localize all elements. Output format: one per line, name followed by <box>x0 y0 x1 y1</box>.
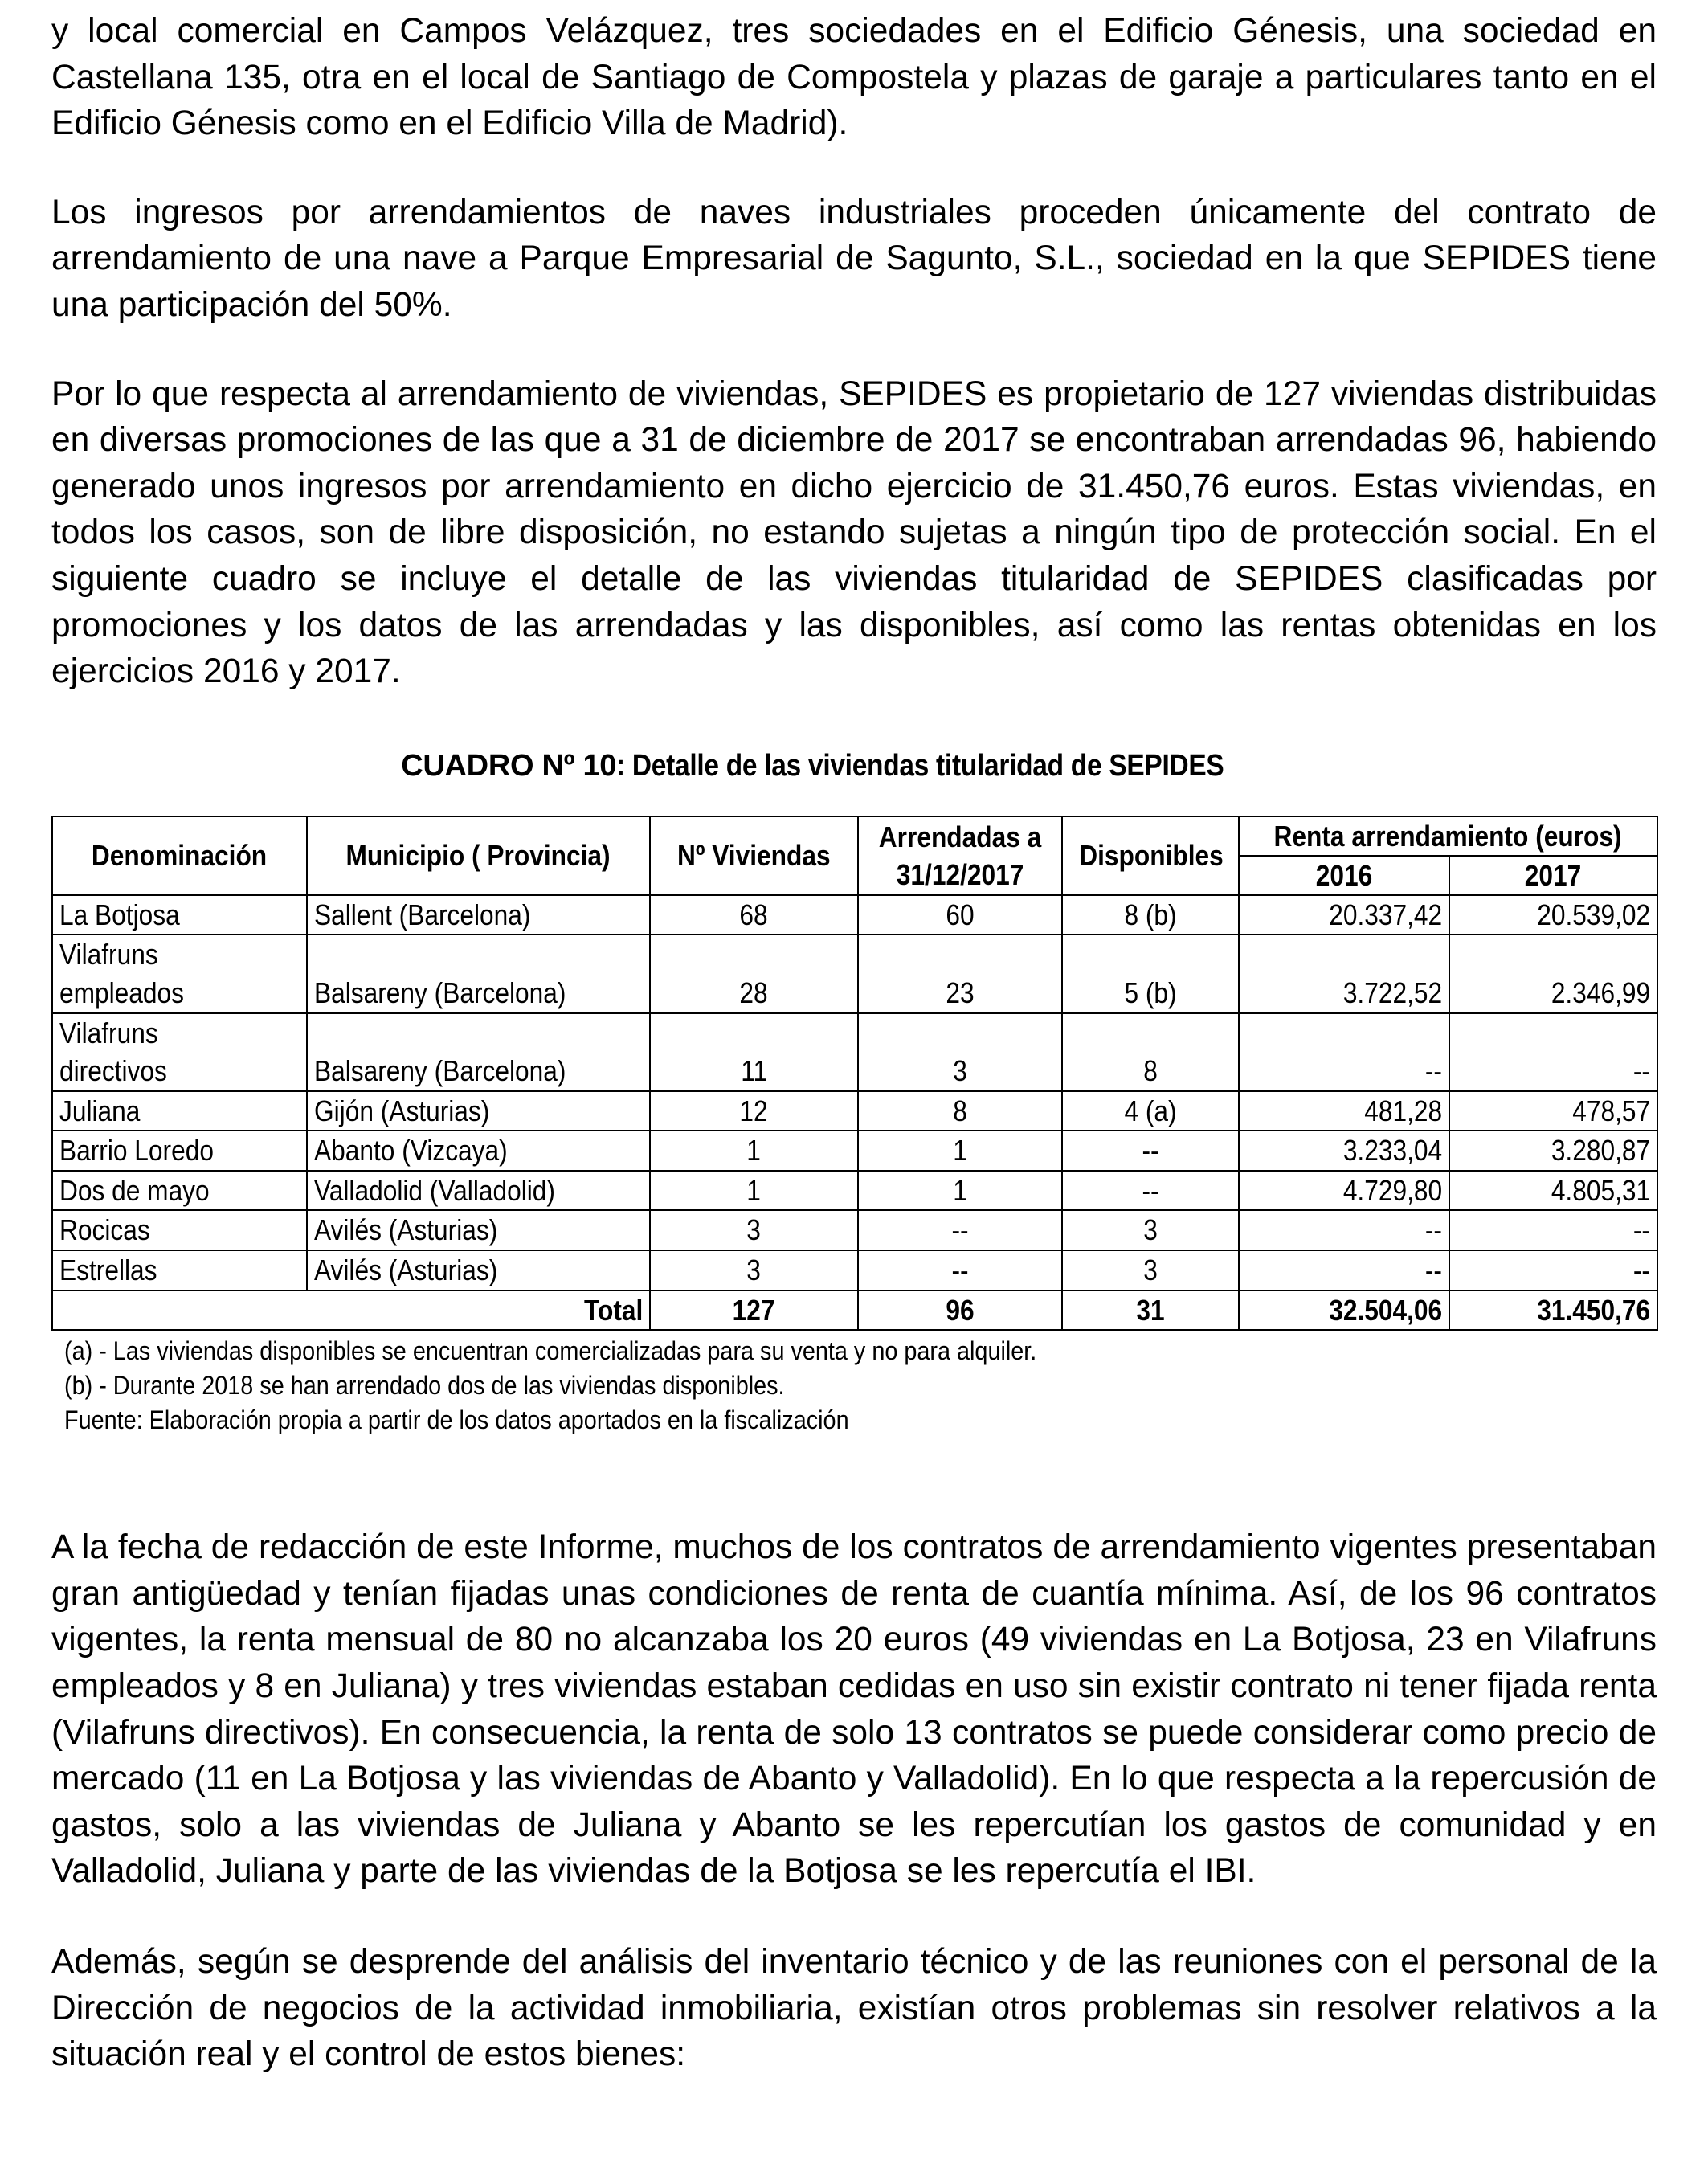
total-renta-2017: 31.450,76 <box>1449 1290 1657 1331</box>
cell-renta-2017: 20.539,02 <box>1449 895 1657 935</box>
cell-disponibles: 8 (b) <box>1062 895 1239 935</box>
cell-denominacion: La Botjosa <box>52 895 307 935</box>
paragraph-viviendas: Por lo que respecta al arrendamiento de viviendas, SEPIDES es propietario de 127 viviendas distribuidas en diversas promociones de las que a 31 de diciembre de 2017 se encontraban arrendadas 96, habiendo generado unos ingresos por arrendamiento en dicho ejercicio de 31.450,76 euros. Estas viviendas, en todos los casos, son de libre disposición, no estando sujetas a ningún tipo de protección social. En el siguiente cuadro se incluye el detalle de las viviendas titularidad de SEPIDES clasificadas por promociones y los datos de las arrendadas y las disponibles, así como las rentas obtenidas en los ejercicios 2016 y 2017. <box>51 374 1657 691</box>
cell-arrendadas: -- <box>858 1250 1062 1290</box>
cell-renta-2016: -- <box>1239 1210 1449 1250</box>
cell-viviendas: 3 <box>650 1210 858 1250</box>
cell-renta-2017: 478,57 <box>1449 1091 1657 1131</box>
cell-arrendadas: 23 <box>858 935 1062 1012</box>
cell-arrendadas: 1 <box>858 1171 1062 1211</box>
table-row <box>52 1250 1657 1290</box>
cell-municipio: Valladolid (Valladolid) <box>307 1171 650 1211</box>
header-2016: 2016 <box>1239 856 1449 895</box>
header-viviendas: Nº Viviendas <box>650 816 858 895</box>
cell-disponibles: 4 (a) <box>1062 1091 1239 1131</box>
cell-disponibles: 5 (b) <box>1062 935 1239 1012</box>
table-row <box>52 1091 1657 1131</box>
cell-renta-2017: 4.805,31 <box>1449 1171 1657 1211</box>
table-row <box>52 1013 1657 1091</box>
cell-renta-2016: -- <box>1239 1013 1449 1091</box>
cell-municipio: Abanto (Vizcaya) <box>307 1131 650 1171</box>
cell-municipio: Gijón (Asturias) <box>307 1091 650 1131</box>
note-fuente: Fuente: Elaboración propia a partir de los datos aportados en la fiscalización <box>64 1405 849 1435</box>
cell-denominacion: Rocicas <box>52 1210 307 1250</box>
header-denominacion: Denominación <box>52 816 307 895</box>
paragraph-naves: Los ingresos por arrendamientos de naves industriales proceden únicamente del contrato de arrendamiento de una nave a Parque Empresarial de Sagunto, S.L., sociedad en la que SEPIDES tiene una participación del 50%. <box>51 193 1657 324</box>
cell-viviendas: 3 <box>650 1250 858 1290</box>
cell-renta-2016: 3.233,04 <box>1239 1131 1449 1171</box>
header-renta: Renta arrendamiento (euros) <box>1239 816 1657 856</box>
cell-denominacion: Dos de mayo <box>52 1171 307 1211</box>
cell-renta-2017: -- <box>1449 1250 1657 1290</box>
table-row <box>52 895 1657 935</box>
cell-municipio: Balsareny (Barcelona) <box>307 1013 650 1091</box>
table-row <box>52 935 1657 1012</box>
cell-viviendas: 12 <box>650 1091 858 1131</box>
table-row <box>52 1171 1657 1211</box>
cell-denominacion: Estrellas <box>52 1250 307 1290</box>
cell-renta-2016: 4.729,80 <box>1239 1171 1449 1211</box>
cell-disponibles: -- <box>1062 1131 1239 1171</box>
cell-disponibles: 3 <box>1062 1250 1239 1290</box>
cell-renta-2016: 481,28 <box>1239 1091 1449 1131</box>
note-b: (b) - Durante 2018 se han arrendado dos de las viviendas disponibles. <box>64 1371 785 1401</box>
cell-renta-2017: -- <box>1449 1013 1657 1091</box>
cell-denominacion: Vilafruns directivos <box>52 1013 307 1091</box>
table-body <box>52 895 1657 1290</box>
table-row <box>52 1210 1657 1250</box>
cell-viviendas: 11 <box>650 1013 858 1091</box>
cell-disponibles: 8 <box>1062 1013 1239 1091</box>
cell-renta-2016: -- <box>1239 1250 1449 1290</box>
total-label: Total <box>52 1290 650 1331</box>
note-a: (a) - Las viviendas disponibles se encuentran comercializadas para su venta y no para alquiler. <box>64 1336 1037 1366</box>
caption-number: CUADRO Nº 10 <box>401 748 617 783</box>
paragraph-contratos: A la fecha de redacción de este Informe, muchos de los contratos de arrendamiento vigentes presentaban gran antigüedad y tenían fijadas unas condiciones de renta de cuantía mínima. Así, de los 96 contratos vigentes, la renta mensual de 80 no alcanzaba los 20 euros (49 viviendas en La Botjosa, 23 en Vilafruns empleados y 8 en Juliana) y tres viviendas estaban cedidas en uso sin existir contrato ni tener fijada renta (Vilafruns directivos). En consecuencia, la renta de solo 13 contratos se puede considerar como precio de mercado (11 en La Botjosa y las viviendas de Abanto y Valladolid). En lo que respecta a la repercusión de gastos, solo a las viviendas de Juliana y Abanto se les repercutían los gastos de comunidad y en Valladolid, Juliana y parte de las viviendas de la Botjosa se les repercutía el IBI. <box>51 1528 1657 1891</box>
cell-municipio: Avilés (Asturias) <box>307 1250 650 1290</box>
cell-municipio: Balsareny (Barcelona) <box>307 935 650 1012</box>
cell-arrendadas: -- <box>858 1210 1062 1250</box>
cell-municipio: Sallent (Barcelona) <box>307 895 650 935</box>
table-row <box>52 1131 1657 1171</box>
cell-denominacion: Vilafruns empleados <box>52 935 307 1012</box>
cell-viviendas: 1 <box>650 1131 858 1171</box>
cell-arrendadas: 60 <box>858 895 1062 935</box>
cell-renta-2017: 3.280,87 <box>1449 1131 1657 1171</box>
total-disponibles: 31 <box>1062 1290 1239 1331</box>
cell-arrendadas: 3 <box>858 1013 1062 1091</box>
cell-denominacion: Juliana <box>52 1091 307 1131</box>
header-municipio: Municipio ( Provincia) <box>307 816 650 895</box>
cell-renta-2017: -- <box>1449 1210 1657 1250</box>
table-caption <box>51 745 1657 787</box>
cell-denominacion: Barrio Loredo <box>52 1131 307 1171</box>
viviendas-table <box>51 816 1658 1331</box>
total-viviendas: 127 <box>650 1290 858 1331</box>
cell-arrendadas: 1 <box>858 1131 1062 1171</box>
cell-renta-2016: 20.337,42 <box>1239 895 1449 935</box>
header-2017: 2017 <box>1449 856 1657 895</box>
cell-disponibles: 3 <box>1062 1210 1239 1250</box>
cell-viviendas: 28 <box>650 935 858 1012</box>
document-page <box>51 8 1657 2078</box>
paragraph-problemas: Además, según se desprende del análisis del inventario técnico y de las reuniones con el personal de la Dirección de negocios de la actividad inmobiliaria, existían otros problemas sin resolver relativos a la situación real y el control de estos bienes: <box>51 1943 1657 2074</box>
header-disponibles: Disponibles <box>1062 816 1239 895</box>
table-total-row <box>52 1290 1657 1331</box>
header-arrendadas: Arrendadas a 31/12/2017 <box>858 816 1062 895</box>
caption-title: : Detalle de las viviendas titularidad de SEPIDES <box>616 748 1224 783</box>
total-arrendadas: 96 <box>858 1290 1062 1331</box>
cell-renta-2016: 3.722,52 <box>1239 935 1449 1012</box>
table-notes <box>51 1334 1657 1438</box>
cell-viviendas: 1 <box>650 1171 858 1211</box>
cell-arrendadas: 8 <box>858 1091 1062 1131</box>
table-header-row <box>52 816 1657 856</box>
cell-disponibles: -- <box>1062 1171 1239 1211</box>
paragraph-locales: y local comercial en Campos Velázquez, tres sociedades en el Edificio Génesis, una sociedad en Castellana 135, otra en el local de Santiago de Compostela y plazas de garaje a particulares tanto en el Edificio Génesis como en el Edificio Villa de Madrid). <box>51 12 1657 143</box>
cell-viviendas: 68 <box>650 895 858 935</box>
total-renta-2016: 32.504,06 <box>1239 1290 1449 1331</box>
cell-renta-2017: 2.346,99 <box>1449 935 1657 1012</box>
cell-municipio: Avilés (Asturias) <box>307 1210 650 1250</box>
